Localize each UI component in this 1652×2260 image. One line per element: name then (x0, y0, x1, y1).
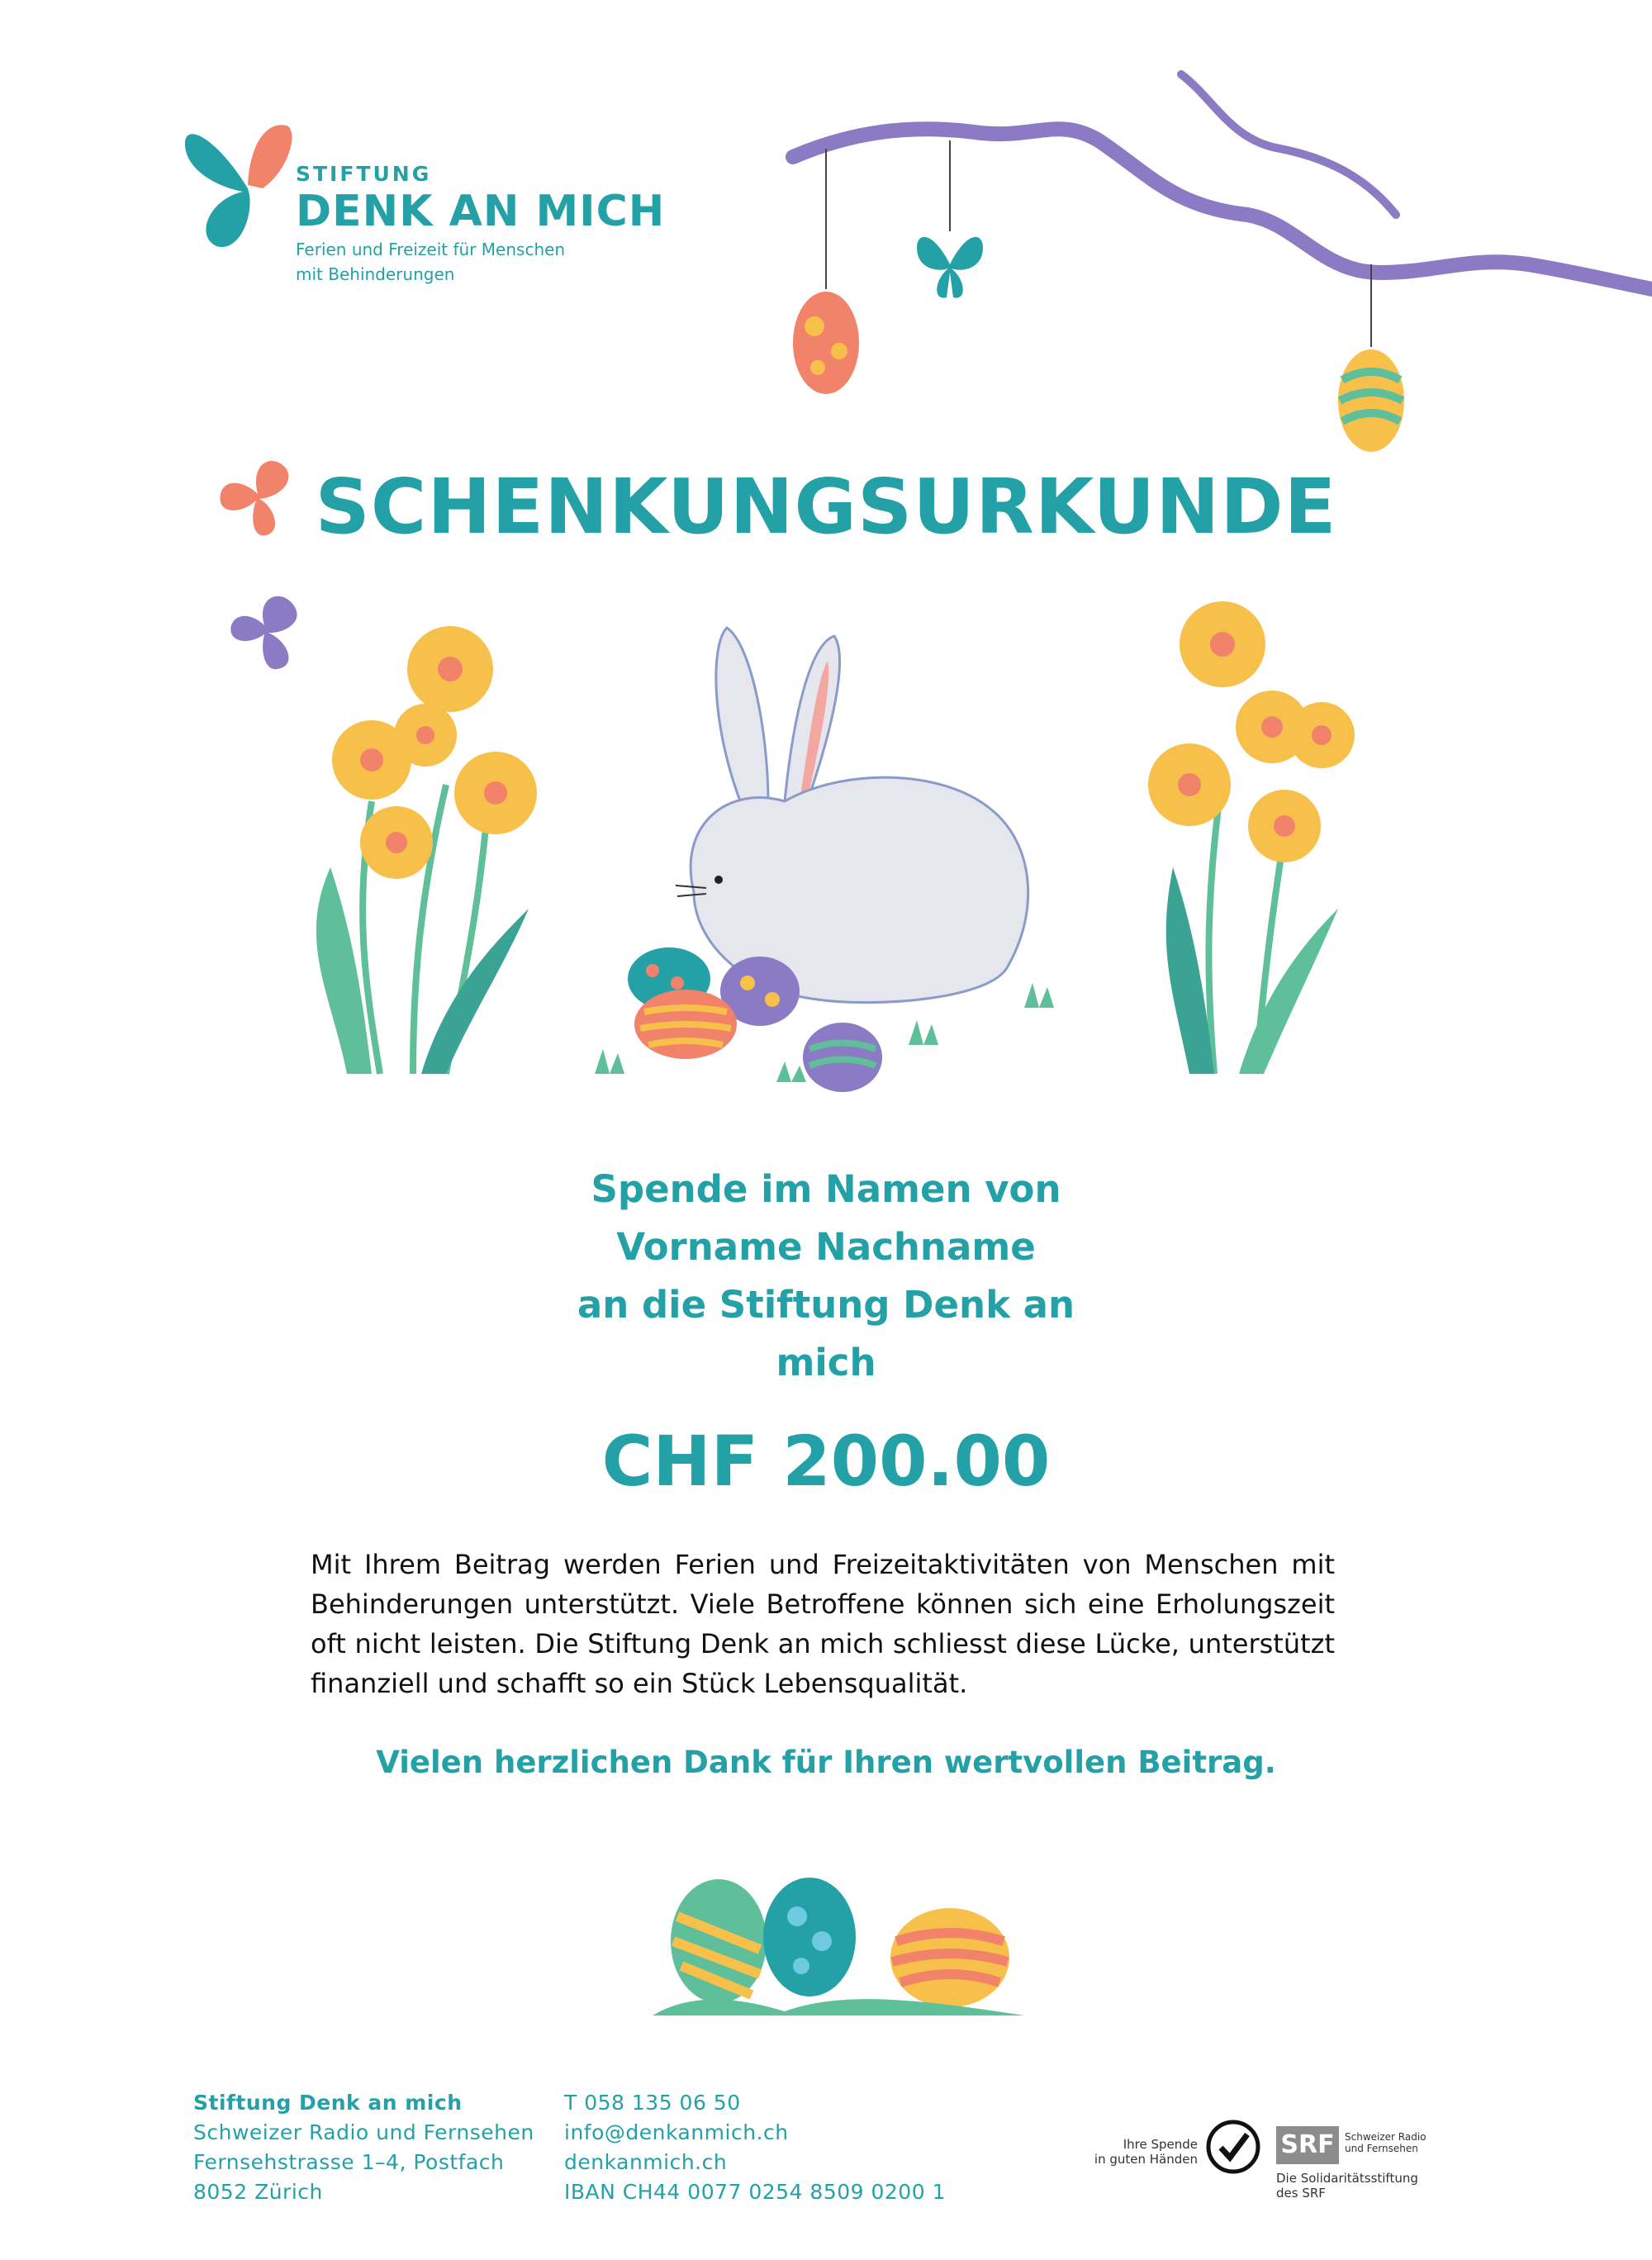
srf-subtitle (1276, 2171, 1418, 2201)
bottom-eggs-illustration (644, 1875, 1041, 2024)
body-paragraph: Mit Ihrem Beitrag werden Ferien und Freizeitaktivitäten von Menschen mit Behinderungen unterstützt. Viele Betroffene können sich eine Erholungszeit oft nicht leisten. Die Stiftung Denk an mich schliesst diese Lücke, unterstützt finanziell und schafft so ein Stück Lebensqualität. (311, 1549, 1335, 1699)
donation-line-1: Spende im Namen von (591, 1167, 1061, 1211)
logo-tagline-1: Ferien und Freizeit für Menschen (296, 240, 566, 259)
srf-sub-2: des SRF (1276, 2186, 1326, 2201)
srf-name (1345, 2131, 1427, 2154)
footer-address-line-3: 8052 Zürich (193, 2180, 323, 2204)
donation-line-4: mich (776, 1341, 876, 1384)
page-title: SCHENKUNGSURKUNDE (315, 463, 1337, 551)
easter-illustration (281, 595, 1371, 1107)
footer-email[interactable]: info@denkanmich.ch (564, 2120, 789, 2144)
footer-iban: IBAN CH44 0077 0254 8509 0200 1 (564, 2180, 946, 2204)
daffodils-right-icon (1148, 601, 1355, 1074)
logo (183, 121, 762, 294)
srf-logo: SRF (1276, 2126, 1339, 2164)
seal-line-1: Ihre Spende (1123, 2137, 1198, 2152)
easter-egg-icon (793, 292, 859, 394)
butterfly-logo-icon (183, 121, 299, 253)
footer-address (193, 2088, 534, 2207)
logo-text (296, 162, 665, 287)
branch-illustration (785, 66, 1652, 529)
footer-website[interactable]: denkanmich.ch (564, 2150, 728, 2174)
donation-line-3: an die Stiftung Denk an (577, 1283, 1075, 1327)
footer-address-line-1: Schweizer Radio und Fernsehen (193, 2120, 534, 2144)
zewo-seal-icon (1206, 2120, 1260, 2174)
logo-name: DENK AN MICH (296, 187, 666, 236)
donor-name: Vorname Nachname (616, 1225, 1036, 1269)
footer-contact (564, 2088, 946, 2207)
donation-amount: CHF 200.00 (601, 1421, 1051, 1502)
donation-text (496, 1161, 1156, 1392)
footer-address-line-2: Fernsehstrasse 1–4, Postfach (193, 2150, 505, 2174)
footer-org: Stiftung Denk an mich (193, 2091, 463, 2115)
seal-text (1086, 2137, 1198, 2167)
logo-stiftung: STIFTUNG (296, 162, 432, 186)
easter-egg-icon (763, 1878, 856, 1996)
daffodils-left-icon (316, 626, 537, 1074)
srf-sub-1: Die Solidaritätsstiftung (1276, 2171, 1418, 2186)
thank-you-text: Vielen herzlichen Dank für Ihren wertvollen Beitrag. (376, 1745, 1276, 1780)
srf-name-2: und Fernsehen (1345, 2143, 1418, 2154)
footer-phone: T 058 135 06 50 (564, 2091, 741, 2115)
srf-name-1: Schweizer Radio (1345, 2131, 1427, 2143)
logo-tagline-2: mit Behinderungen (296, 264, 455, 284)
butterfly-icon (917, 237, 983, 298)
bunny-icon (676, 628, 1028, 1003)
seal-line-2: in guten Händen (1094, 2152, 1198, 2167)
